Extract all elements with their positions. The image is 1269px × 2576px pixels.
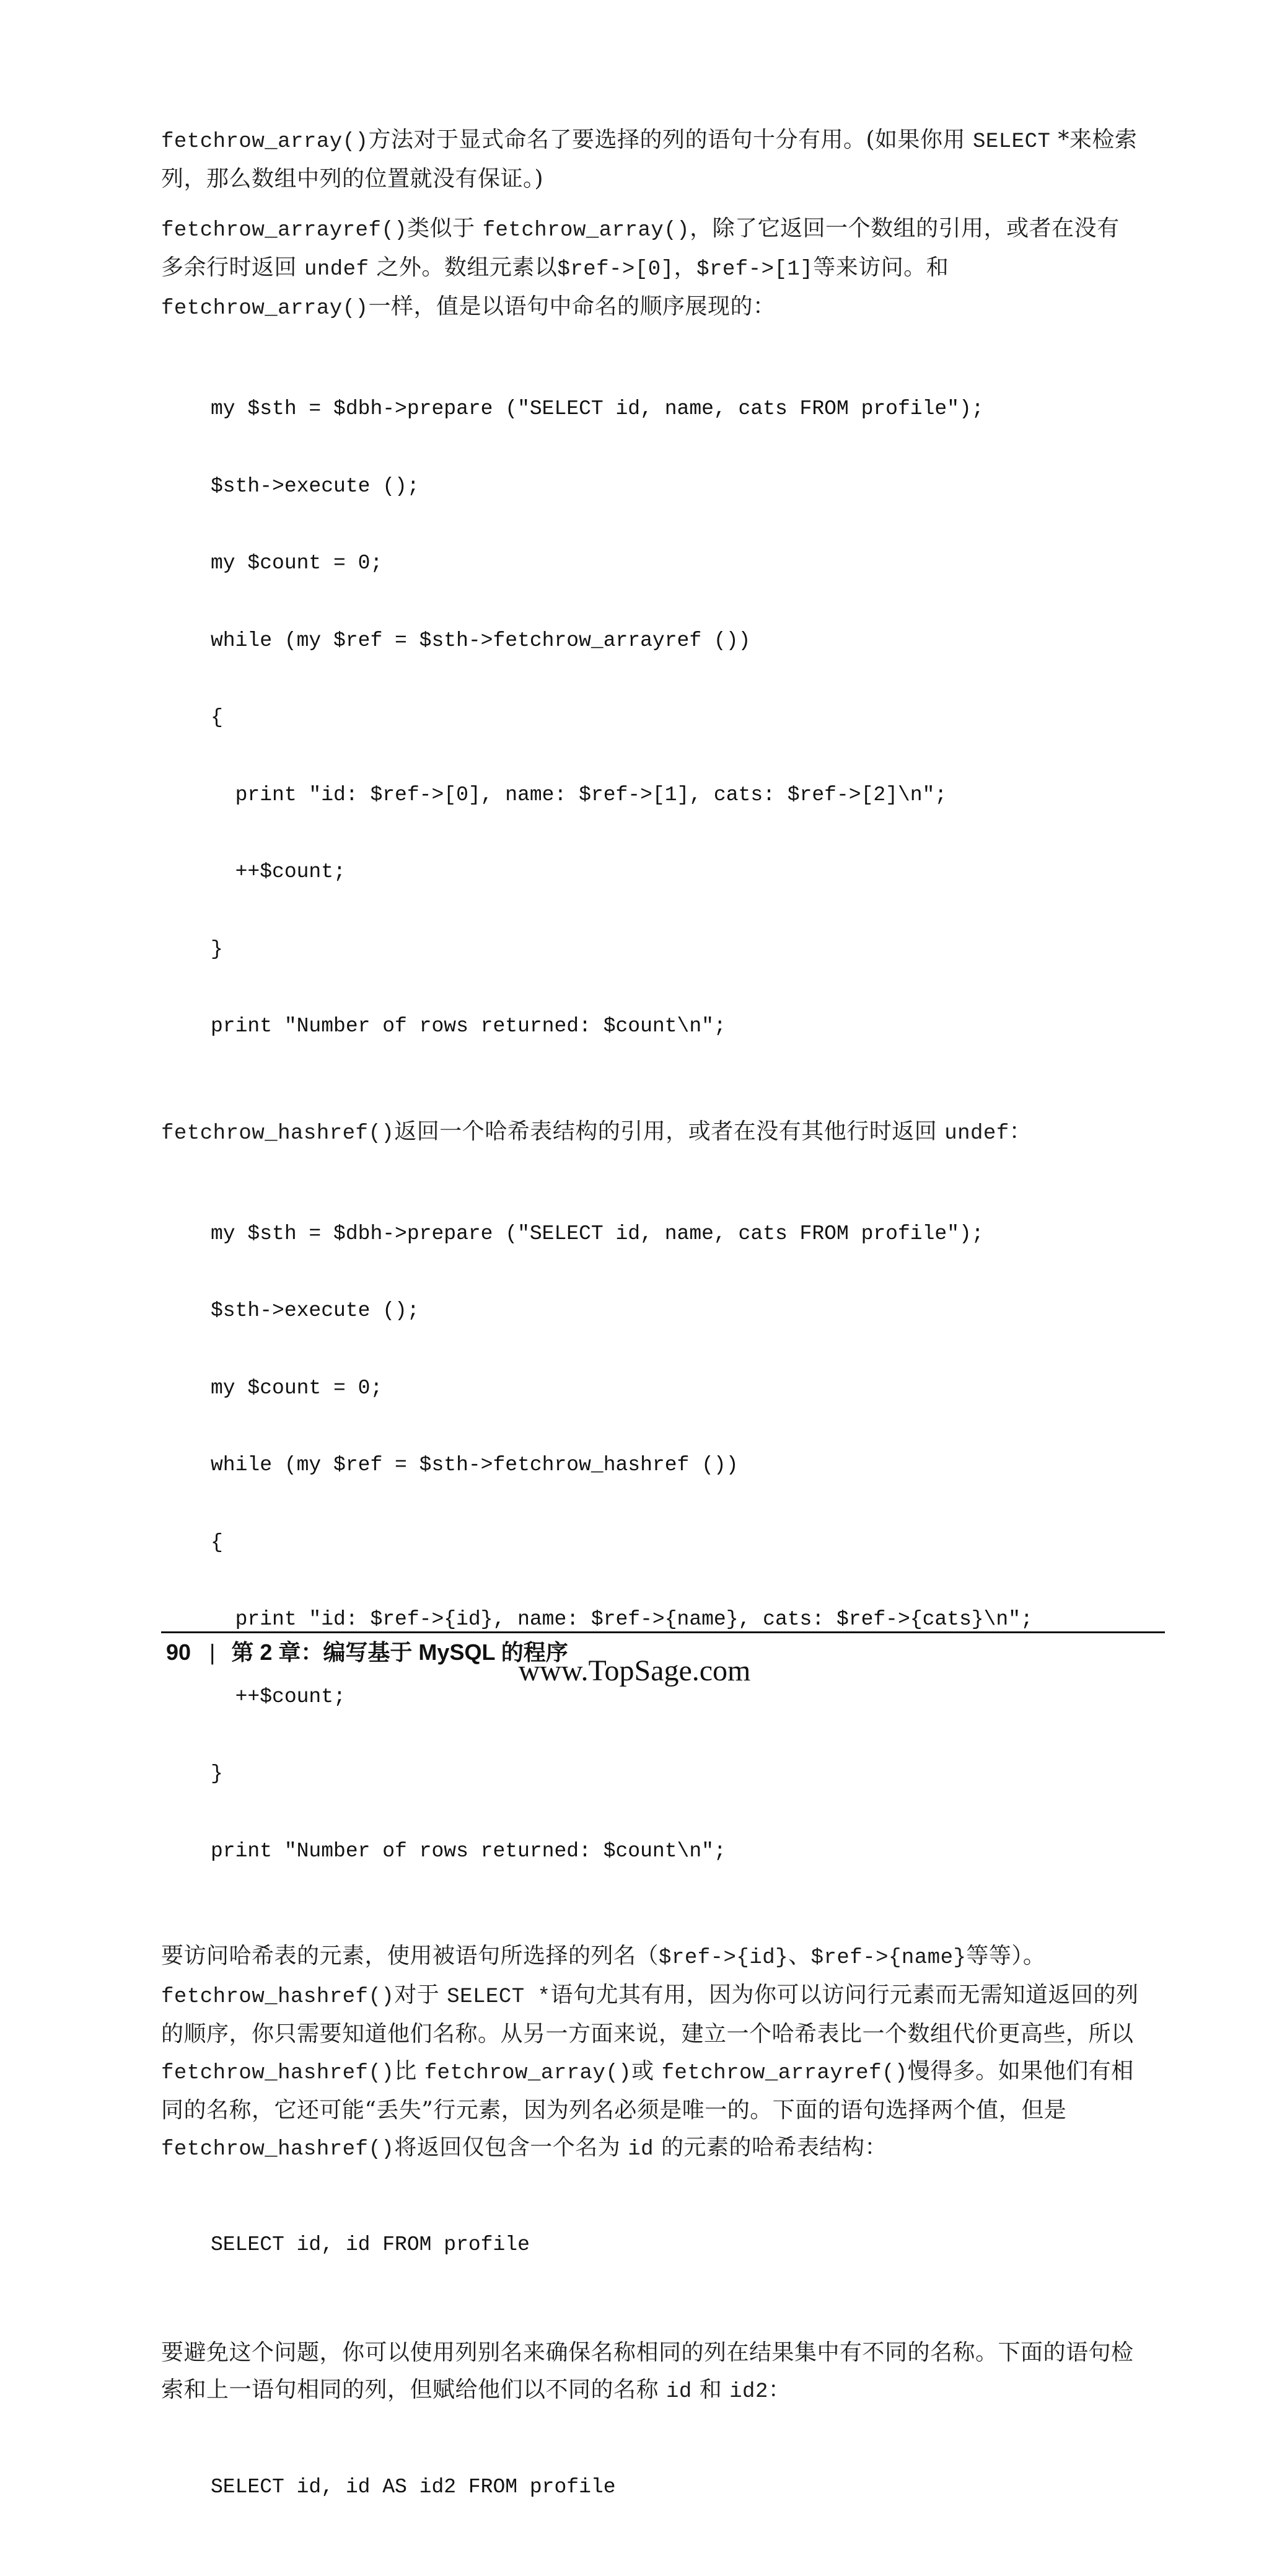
paragraph-text: ： <box>1009 1118 1032 1144</box>
paragraph-text: 等等）。 <box>966 1943 1046 1969</box>
inline-code: fetchrow_array() <box>482 219 690 242</box>
inline-code: $ref->{name} <box>810 1946 967 1970</box>
code-line: print "Number of rows returned: $count\n"; <box>211 1015 726 1038</box>
paragraph-fetchrow-hashref <box>161 1113 1140 1152</box>
paragraph-text: 比 <box>394 2058 424 2084</box>
paragraph-text: 类似于 <box>407 216 483 241</box>
page-body <box>161 121 1140 2576</box>
inline-code: SELECT * <box>447 1985 551 2009</box>
code-line: while (my $ref = $sth->fetchrow_hashref ()) <box>211 1453 739 1476</box>
code-block-select-duplicate <box>211 2181 1140 2309</box>
paragraph-text: 返回一个哈希表结构的引用，或者在没有其他行时返回 <box>394 1118 945 1144</box>
paragraph-column-alias <box>161 2334 1140 2411</box>
inline-code: fetchrow_array() <box>424 2062 632 2085</box>
inline-code: SELECT <box>972 130 1051 154</box>
code-line: } <box>211 937 223 961</box>
inline-code: $ref->[1] <box>696 258 814 281</box>
paragraph-text: 对于 <box>394 1982 447 2008</box>
code-line: my $count = 0; <box>211 1376 383 1400</box>
chapter-title: 第 2 章：编写基于 MySQL 的程序 <box>231 1639 568 1665</box>
code-line: my $sth = $dbh->prepare ("SELECT id, name, cats FROM profile"); <box>211 397 984 420</box>
inline-code: fetchrow_hashref() <box>161 2138 395 2161</box>
footer-separator: | <box>209 1639 216 1665</box>
code-line: { <box>211 1530 223 1554</box>
code-line: my $sth = $dbh->prepare ("SELECT id, name, cats FROM profile"); <box>211 1222 984 1245</box>
paragraph-text: 一样，值是以语句中命名的顺序展现的： <box>368 294 776 319</box>
paragraph-text: 等来访问。和 <box>813 255 949 280</box>
code-block-arrayref <box>211 345 1140 1091</box>
footer-rule <box>161 1631 1165 1633</box>
code-line: SELECT id, id AS id2 FROM profile <box>211 2475 616 2499</box>
paragraph-fetchrow-array <box>161 121 1140 198</box>
paragraph-text: 要访问哈希表的元素，使用被语句所选择的列名（ <box>161 1943 659 1969</box>
paragraph-text: *来检索列，那么数组中列的位置就没有保证。) <box>161 127 1138 192</box>
paragraph-text: 和 <box>692 2376 730 2402</box>
paragraph-text: 的元素的哈希表结构： <box>654 2135 887 2160</box>
code-line: { <box>211 706 223 729</box>
paragraph-text: 要避免这个问题，你可以使用列别名来确保名称相同的列在结果集中有不同的名称。下面的语句检索和上一语句相同的列，但赋给他们以不同的名称 <box>161 2339 1134 2402</box>
inline-code: fetchrow_hashref() <box>161 2062 395 2085</box>
paragraph-text: 方法对于显式命名了要选择的列的语句十分有用。(如果你用 <box>368 127 973 152</box>
code-line: $sth->execute (); <box>211 1299 419 1322</box>
paragraph-text: 或 <box>631 2058 662 2084</box>
code-line: $sth->execute (); <box>211 474 419 498</box>
inline-code: fetchrow_array() <box>161 297 369 320</box>
inline-code: fetchrow_hashref() <box>161 1121 395 1145</box>
code-line: print "Number of rows returned: $count\n"; <box>211 1839 726 1863</box>
inline-code: id2 <box>729 2380 768 2404</box>
inline-code: fetchrow_arrayref() <box>161 219 408 242</box>
code-line: print "id: $ref->[0], name: $ref->[1], cats: $ref->[2]\n"; <box>211 783 947 806</box>
paragraph-text: ，除了它返回一个数组的引用，或者在没有多余行时返回 <box>161 216 1120 280</box>
code-line: SELECT id, id FROM profile <box>211 2233 530 2256</box>
inline-code: fetchrow_array() <box>161 130 369 154</box>
code-line: while (my $ref = $sth->fetchrow_arrayref ()) <box>211 629 751 652</box>
code-block-hashref <box>211 1170 1140 1916</box>
inline-code: $ref->[0] <box>557 258 674 281</box>
paragraph-text: ： <box>768 2376 791 2402</box>
paragraph-text: 语句尤其有用，因为你可以访问行元素而无需知道返回的列的顺序，你只需要知道他们名称。从另一方面来说，建立一个哈希表比一个数组代价更高些，所以 <box>161 1982 1139 2047</box>
inline-code: undef <box>304 258 369 281</box>
page-number: 90 <box>166 1639 191 1665</box>
inline-code: $ref->{id} <box>659 1946 789 1970</box>
paragraph-fetchrow-arrayref <box>161 210 1140 327</box>
inline-code: id <box>665 2380 692 2404</box>
inline-code: fetchrow_hashref() <box>161 1985 395 2009</box>
paragraph-text: 、 <box>788 1943 811 1969</box>
paragraph-text: 之外。数组元素以 <box>369 255 558 280</box>
code-line: ++$count; <box>211 1685 346 1708</box>
paragraph-text: ， <box>674 255 697 280</box>
paragraph-text: 慢得多。如果他们有相同的名称，它还可能“丢失”行元素，因为列名必须是唯一的。下面的语句选择两个值，但是 <box>161 2058 1134 2123</box>
watermark-url: www.TopSage.com <box>518 1654 751 1687</box>
inline-code: undef <box>944 1121 1009 1145</box>
code-line: } <box>211 1762 223 1785</box>
code-block-select-alias <box>211 2423 1140 2552</box>
inline-code: fetchrow_arrayref() <box>661 2062 908 2085</box>
code-line: ++$count; <box>211 860 346 883</box>
paragraph-text: 将返回仅包含一个名为 <box>394 2135 628 2160</box>
paragraph-hash-elements <box>161 1938 1140 2168</box>
code-line: print "id: $ref->{id}, name: $ref->{name}, cats: $ref->{cats}\n"; <box>211 1608 1033 1631</box>
inline-code: id <box>628 2138 654 2161</box>
code-line: my $count = 0; <box>211 552 383 575</box>
